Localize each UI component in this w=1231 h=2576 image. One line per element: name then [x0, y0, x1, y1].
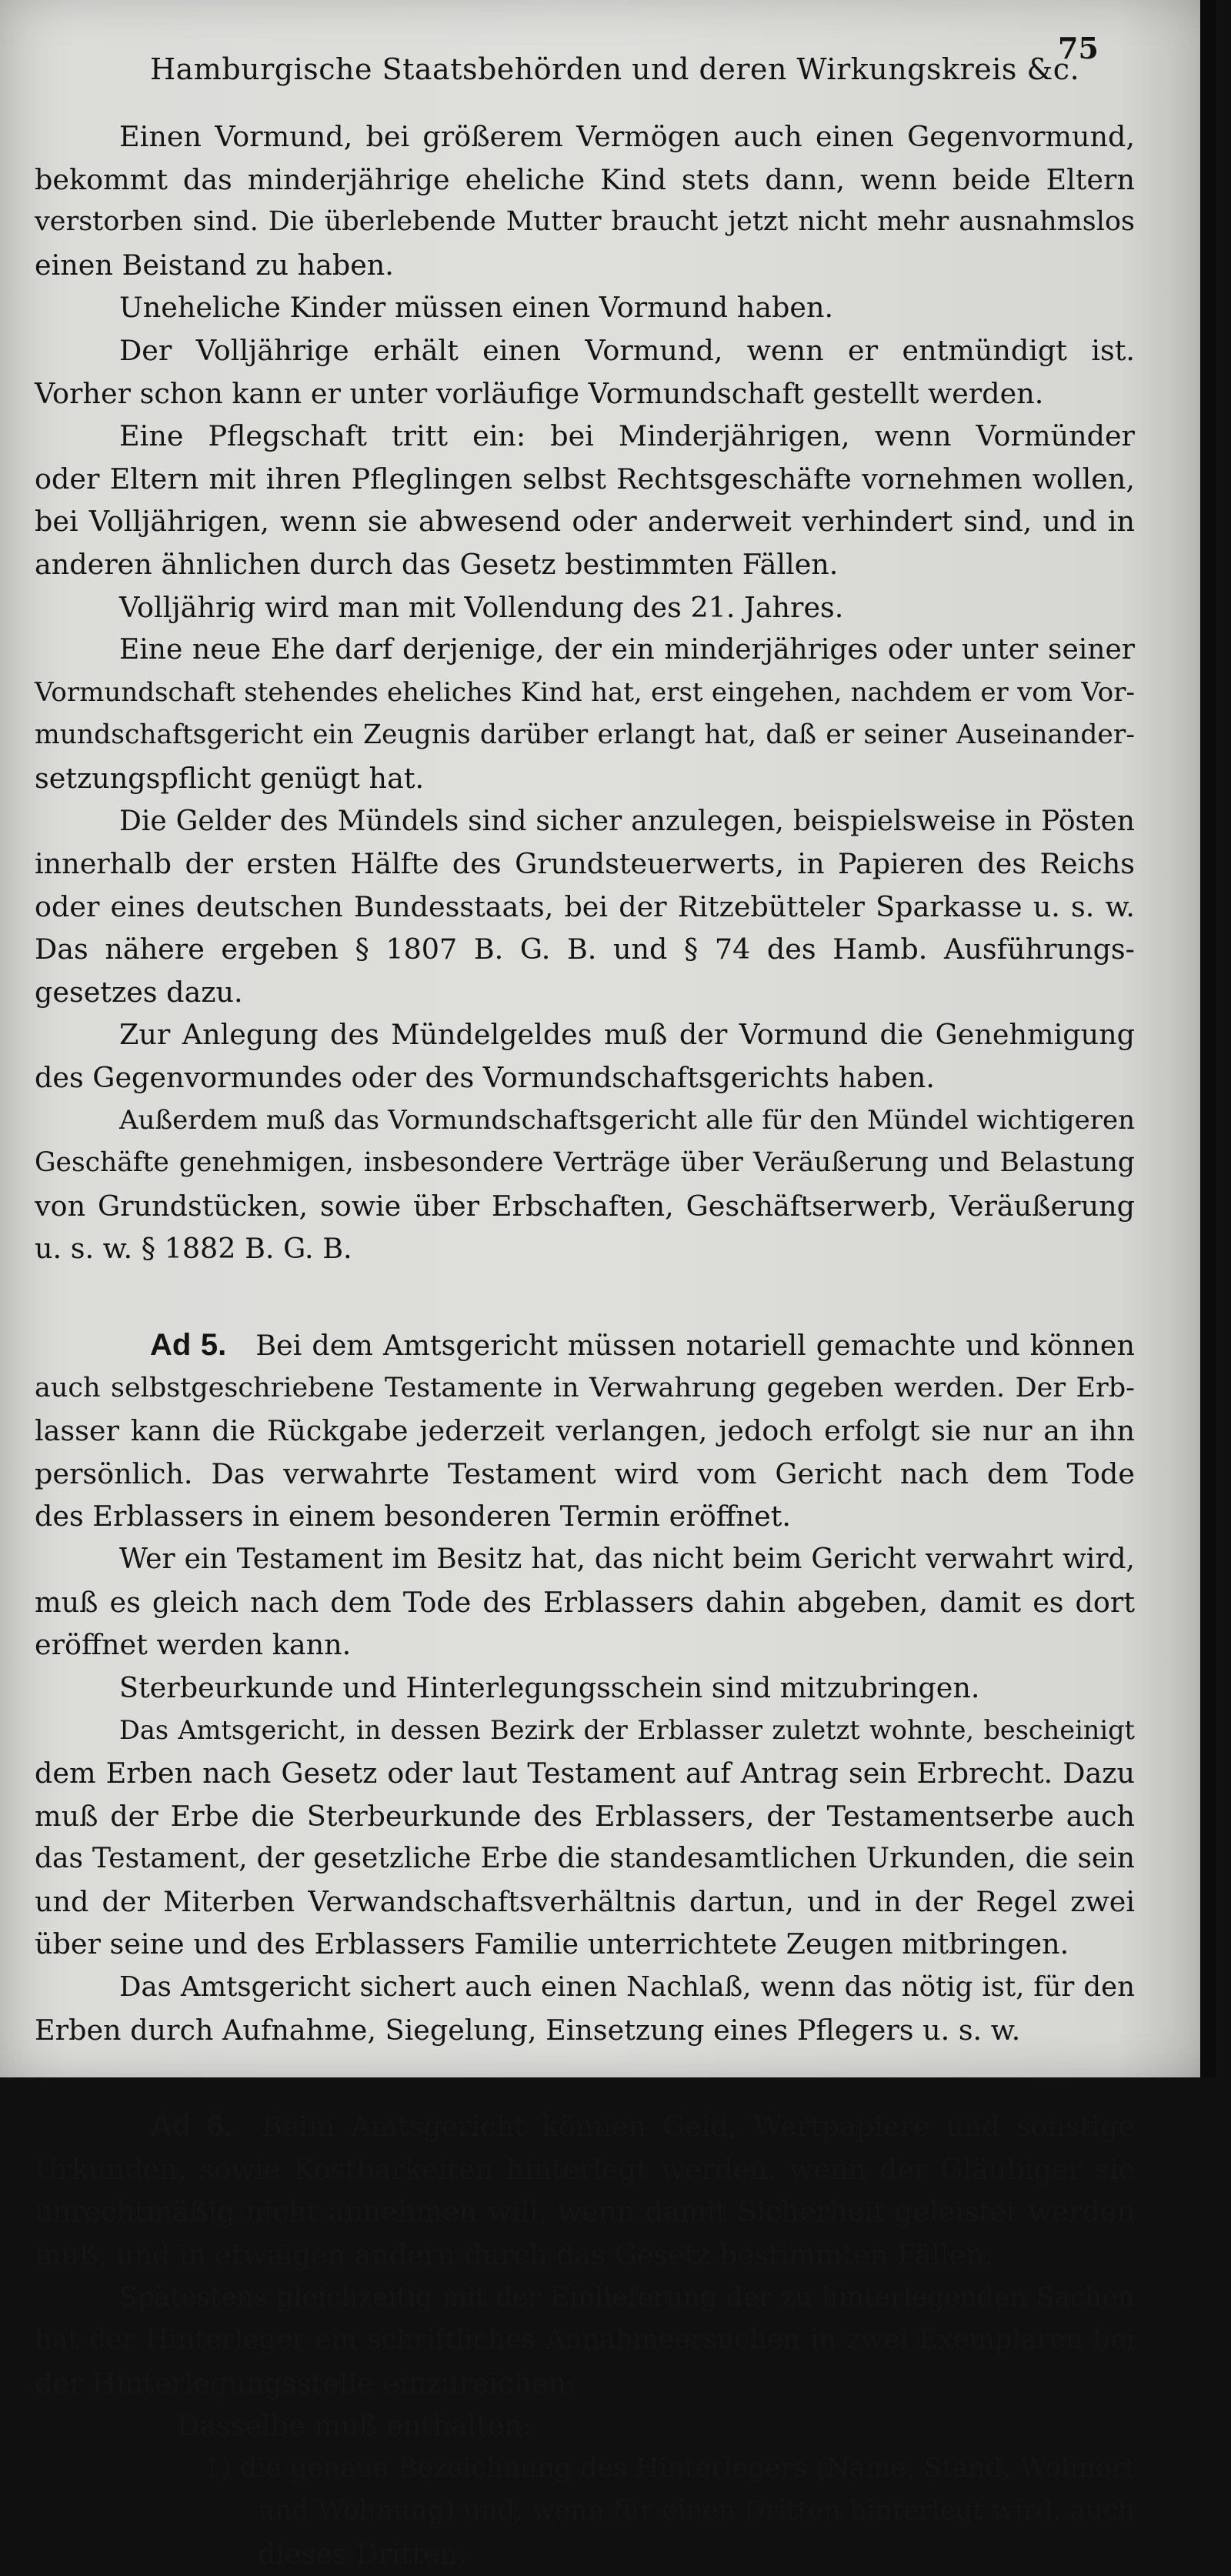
- text-line: Geschäfte genehmigen, insbesondere Verträge über Veräußerung und Belastung: [35, 1147, 1135, 1179]
- text-line: über seine und des Erblassers Familie unterrichtete Zeugen mitbringen.: [35, 1927, 1069, 1961]
- text-line: Erben durch Aufnahme, Siegelung, Einsetzung eines Pflegers u. s. w.: [35, 2013, 1021, 2047]
- text-line: bei Volljährigen, wenn sie abwesend oder anderweit verhindert sind, und in: [35, 505, 1135, 539]
- text-line: eröffnet werden kann.: [35, 1628, 352, 1662]
- text-line: Spätestens gleichzeitig mit der Einlieferung der zu hinterlegenden Sachen: [119, 2281, 1135, 2313]
- text-line: bekommt das minderjährige eheliche Kind stets dann, wenn beide Eltern: [35, 162, 1135, 196]
- text-line: oder Eltern mit ihren Pfleglingen selbst Rechtsgeschäfte vornehmen wollen,: [35, 462, 1135, 496]
- text-line: Urkunden, sowie Kostbarkeiten hinterlegt werden, wenn der Gläubiger sie: [35, 2152, 1135, 2186]
- page-body: [35, 115, 1135, 2576]
- text-line: und der Miterben Verwandschaftsverhältnis dartun, und in der Regel zwei: [35, 1884, 1135, 1918]
- text-line: dem Erben nach Gesetz oder laut Testament auf Antrag sein Erbrecht. Dazu: [35, 1756, 1135, 1790]
- list-item: 1) die genaue Bezeichnung des Hinterlegers (Name, Stand, Wohnort: [204, 2452, 1135, 2484]
- text-line: muß der Erbe die Sterbeurkunde des Erblassers, der Testamentserbe auch: [35, 1799, 1135, 1833]
- text-line: das Testament, der gesetzliche Erbe die standesamtlichen Urkunden, die sein: [35, 1843, 1135, 1875]
- text-line: Das Amtsgericht, in dessen Bezirk der Erblasser zuletzt wohnte, bescheinigt: [119, 1715, 1135, 1746]
- text-line: des Erblassers in einem besonderen Termin eröffnet.: [35, 1500, 792, 1533]
- section-label-ad5: Ad 5.: [150, 1328, 227, 1363]
- text-line: verstorben sind. Die überlebende Mutter braucht jetzt nicht mehr ausnahmslos: [35, 206, 1135, 238]
- text-line: Vormundschaft stehendes eheliches Kind hat, erst eingehen, nachdem er vom Vor-: [35, 676, 1135, 708]
- text-line: Außerdem muß das Vormundschaftsgericht alle für den Mündel wichtigeren: [119, 1104, 1135, 1136]
- text-line: auch selbstgeschriebene Testamente in Verwahrung gegeben werden. Der Erb-: [35, 1372, 1135, 1403]
- text-line: Dasselbe muß enthalten:: [177, 2409, 532, 2443]
- text-line: hat der Hinterleger ein schriftliches Annahmeersuchen in zwei Exemplaren bei: [35, 2324, 1135, 2356]
- text-line: mundschaftsgericht ein Zeugnis darüber erlangt hat, daß er seiner Auseinander-: [35, 719, 1135, 751]
- list-item-continuation: und Wohnung) und, wenn für einen Dritten hinterlegt wird, auch: [258, 2495, 1135, 2527]
- text-line: Bei dem Amtsgericht müssen notariell gemachte und können: [255, 1329, 1135, 1363]
- text-line: gesetzes dazu.: [35, 975, 243, 1009]
- text-line: Eine neue Ehe darf derjenige, der ein minderjähriges oder unter seiner: [119, 634, 1135, 666]
- text-line: Das Amtsgericht sichert auch einen Nachlaß, wenn das nötig ist, für den: [119, 1970, 1135, 2003]
- section-first-line: [35, 1324, 1135, 1367]
- text-line: Volljährig wird man mit Vollendung des 21. Jahres.: [119, 590, 844, 624]
- text-line: muß es gleich nach dem Tode des Erblassers dahin abgeben, damit es dort: [35, 1585, 1135, 1619]
- text-line: der Hinterlegungsstelle einzureichen:: [35, 2366, 576, 2400]
- text-line: Zur Anlegung des Mündelgeldes muß der Vormund die Genehmigung: [119, 1018, 1135, 1052]
- section-gap: [35, 2051, 1135, 2105]
- running-header: Hamburgische Staatsbehörden und deren Wirkungskreis &c.: [150, 52, 1080, 86]
- text-line: Einen Vormund, bei größerem Vermögen auch einen Gegenvormund,: [119, 120, 1135, 153]
- text-line: Der Volljährige erhält einen Vormund, wenn er entmündigt ist.: [119, 333, 1135, 367]
- text-line: Das nähere ergeben § 1807 B. G. B. und § 74 des Hamb. Ausführungs-: [35, 933, 1135, 966]
- text-line: Uneheliche Kinder müssen einen Vormund haben.: [119, 291, 834, 325]
- page-number: 75: [1058, 31, 1099, 65]
- section-gap: [35, 1270, 1135, 1324]
- section-label-ad6: Ad 6.: [150, 2109, 233, 2144]
- text-line: innerhalb der ersten Hälfte des Grundsteuerwerts, in Papieren des Reichs: [35, 847, 1135, 881]
- list-item-continuation: dieses Dritten;: [258, 2538, 468, 2571]
- text-line: unrechtmäßig nicht annehmen will, wenn damit Sicherheit geleistet werden: [35, 2195, 1135, 2229]
- text-line: Wer ein Testament im Besitz hat, das nicht beim Gericht verwahrt wird,: [119, 1543, 1135, 1575]
- text-line: Beim Amtsgericht können Geld, Wertpapiere und sonstige: [262, 2110, 1135, 2144]
- text-line: Sterbeurkunde und Hinterlegungsschein sind mitzubringen.: [119, 1670, 980, 1704]
- section-first-line: [35, 2105, 1135, 2148]
- text-line: lasser kann die Rückgabe jederzeit verlangen, jedoch erfolgt sie nur an ihn: [35, 1414, 1135, 1448]
- text-line: muß, und in etwaigen andern durch das Gesetz bestimmten Fällen.: [35, 2237, 993, 2271]
- text-line: Eine Pflegschaft tritt ein: bei Minderjährigen, wenn Vormünder: [119, 419, 1135, 453]
- text-line: des Gegenvormundes oder des Vormundschaftsgerichts haben.: [35, 1061, 935, 1095]
- text-line: persönlich. Das verwahrte Testament wird vom Gericht nach dem Tode: [35, 1457, 1135, 1490]
- text-line: anderen ähnlichen durch das Gesetz bestimmten Fällen.: [35, 547, 839, 581]
- text-line: von Grundstücken, sowie über Erbschaften, Geschäftserwerb, Veräußerung: [35, 1189, 1135, 1223]
- text-line: einen Beistand zu haben.: [35, 248, 394, 282]
- text-line: oder eines deutschen Bundesstaats, bei der Ritzebütteler Sparkasse u. s. w.: [35, 889, 1135, 923]
- text-line: Die Gelder des Mündels sind sicher anzulegen, beispielsweise in Pösten: [119, 805, 1135, 837]
- text-line: u. s. w. § 1882 B. G. B.: [35, 1232, 352, 1266]
- page-edge-shadow: [1200, 0, 1216, 2077]
- text-line: setzungspflicht genügt hat.: [35, 761, 425, 795]
- text-line: Vorher schon kann er unter vorläufige Vormundschaft gestellt werden.: [35, 376, 1044, 410]
